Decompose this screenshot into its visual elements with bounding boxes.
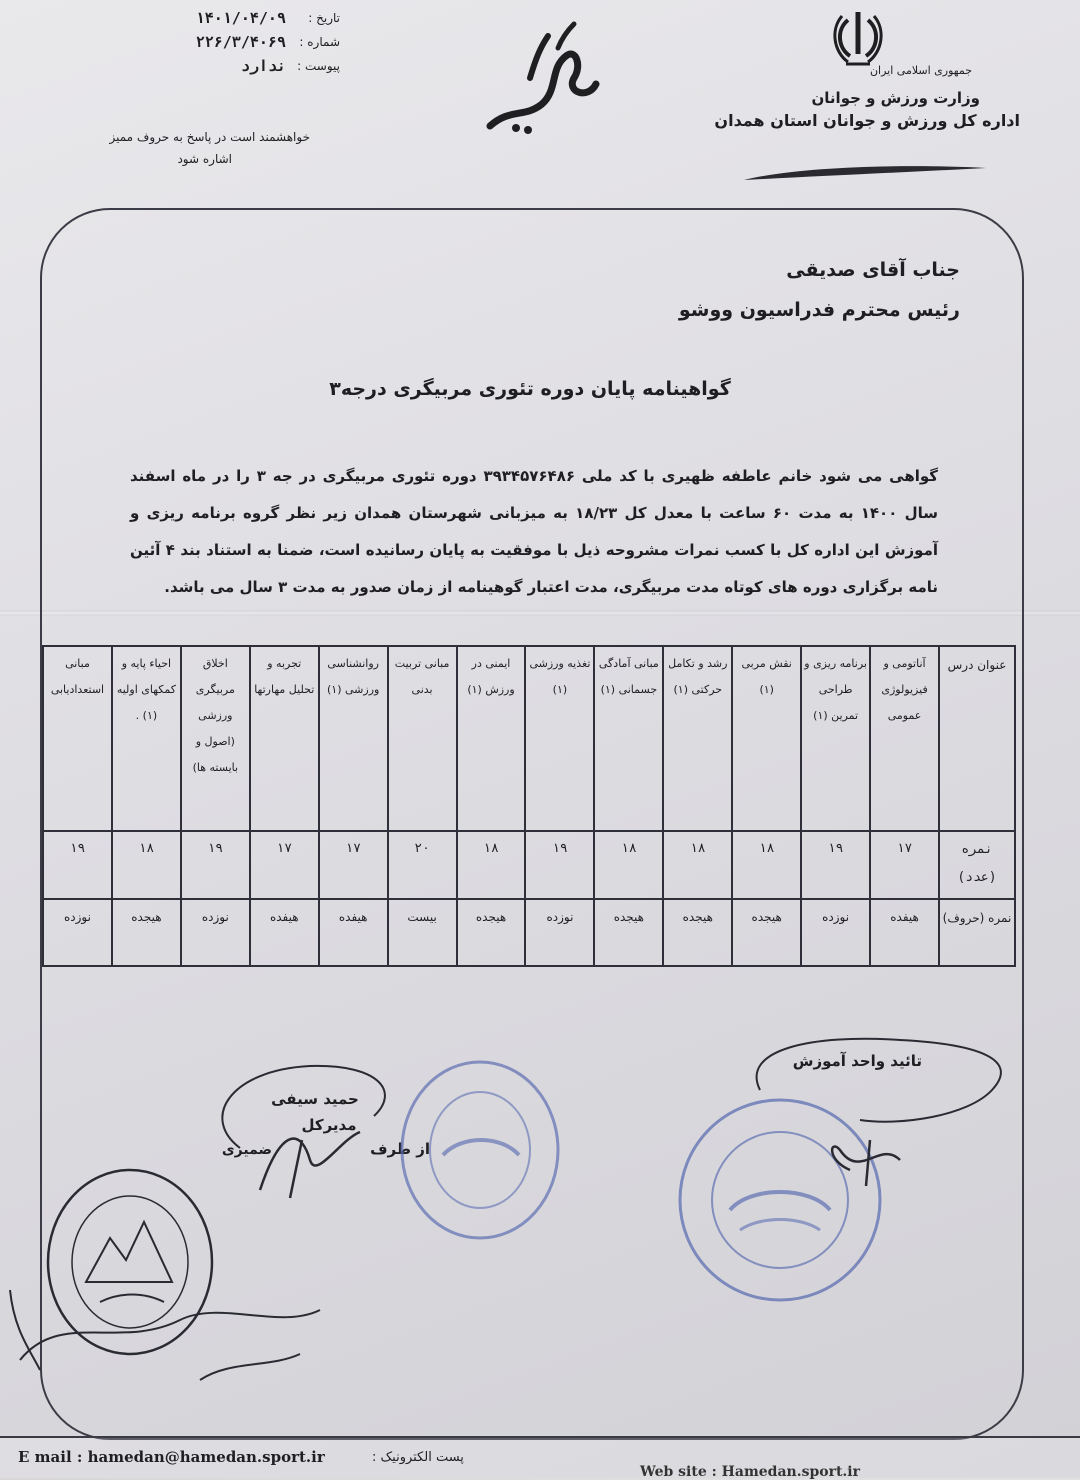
course-cell: احیاء پایه و کمکهای اولیه (۱) . [112,646,181,831]
course-cell: تجربه و تحلیل مهارتها [250,646,319,831]
course-cell: ایمنی در ورزش (۱) [457,646,526,831]
grade-word: هیجده [112,899,181,966]
course-cell: تغذیه ورزشی (۱) [525,646,594,831]
reply-instruction [100,126,310,170]
course-cell: رشد و تکامل حرکتی (۱) [663,646,732,831]
reply-note-line-2: اشاره شود [177,152,232,166]
grade-number: ۱۸ [663,831,732,898]
grade-number: ۱۹ [181,831,250,898]
grade-word: نوزده [525,899,594,966]
course-cell: آناتومی و فیزیولوژی عمومی [870,646,939,831]
grade-word: نوزده [801,899,870,966]
grade-word: هیجده [663,899,732,966]
on-behalf-label: از طرف [370,1140,430,1158]
bismillah-logo [470,8,610,148]
certificate-body: گواهی می شود خانم عاطفه ظهیری با کد ملی ۳۹۳۴۵۷۶۴۸۶ دوره تئوری مربیگری در جه ۳ را در ماه اسفند سال ۱۴۰۰ به مدت ۶۰ ساعت با معدل کل ۱۸/۲۳ به میزبانی شهرستان همدان زیر نظر گروه برنامه ریزی و آموزش این اداره کل با کسب نمرات مشروحه ذیل با موفقیت به پایان رسانیده است، ضمنا به استناد بند ۴ آئین نامه برگزاری دوره های کوتاه مدت مربیگری، مدت اعتبار گوهینامه از زمان صدور به مدت ۳ سال می باشد. [130,467,939,596]
office-stamp [670,1090,890,1310]
attachment-label: پیوست : [297,59,340,73]
date-value: ۱۴۰۱/۰۴/۰۹ [195,9,286,27]
course-cell: مبانی آمادگی جسمانی (۱) [594,646,663,831]
director-title: مدیرکل [301,1116,357,1134]
course-title-row [43,646,1015,831]
grade-number: ۱۷ [319,831,388,898]
federation-signature [0,1250,340,1390]
addressee-name: جناب آقای صدیقی [786,259,960,281]
grade-word: بیست [388,899,457,966]
row-header-words: نمره (حروف) [939,899,1015,966]
grades-table [42,645,1016,967]
course-cell: مبانی تربیت بدنی [388,646,457,831]
country-name: جمهوری اسلامی ایران [869,64,972,77]
word-grade-row [43,899,1015,966]
grade-number: ۱۹ [525,831,594,898]
grade-word: هیجده [732,899,801,966]
approval-scribble [820,1130,910,1190]
grade-word: نوزده [181,899,250,966]
letter-footer [0,1436,1080,1480]
attachment-row [160,54,340,78]
grade-word: هیفده [250,899,319,966]
website-address: Web site : Hamedan.sport.ir [640,1464,860,1480]
number-row [160,30,340,54]
approval-label: تائید واحد آموزش [792,1052,922,1070]
number-value: ۲۲۶/۳/۴۰۶۹ [195,33,286,51]
director-scribble [250,1120,370,1200]
grade-number: ۱۷ [250,831,319,898]
grade-number: ۲۰ [388,831,457,898]
row-header-numeric: نمره (عدد) [939,831,1015,898]
date-label: تاریخ : [308,11,340,25]
grade-number: ۱۸ [112,831,181,898]
numeric-grade-row [43,831,1015,898]
course-cell: مبانی استعدادیابی [43,646,112,831]
course-cell: نقش مربی (۱) [732,646,801,831]
grade-number: ۱۷ [870,831,939,898]
grade-word: نوزده [43,899,112,966]
grade-number: ۱۹ [801,831,870,898]
ministry-name: وزارت ورزش و جوانان [811,89,980,107]
grade-word: هیجده [594,899,663,966]
grade-number: ۱۸ [594,831,663,898]
email-address: E mail : hamedan@hamedan.sport.ir [18,1448,325,1466]
header-swash [740,160,990,184]
addressee-block [679,250,960,330]
office-name: اداره کل ورزش و جوانان استان همدان [714,111,1020,130]
letter-meta [160,6,340,78]
grade-number: ۱۸ [457,831,526,898]
grade-word: هیفده [870,899,939,966]
center-stamp [395,1055,565,1245]
iran-emblem-icon [832,8,884,68]
issuing-organization [710,64,1020,130]
grade-number: ۱۹ [43,831,112,898]
date-row [160,6,340,30]
grade-word: هیجده [457,899,526,966]
deputy-name: ضمیری [221,1142,272,1158]
certificate-title: گواهینامه پایان دوره تئوری مربیگری درجه۳ [329,378,731,400]
row-header-course: عنوان درس [939,646,1015,831]
course-cell: روانشناسی ورزشی (۱) [319,646,388,831]
attachment-value: ندارد [240,57,286,75]
addressee-title: رئیس محترم فدراسیون ووشو [678,299,960,321]
email-label: پست الکترونیک : [372,1450,464,1465]
course-cell: برنامه ریزی و طراحی تمرین (۱) [801,646,870,831]
grade-number: ۱۸ [732,831,801,898]
reply-note-line-1: خواهشمند است در پاسخ به حروف ممیز [109,130,310,144]
grade-word: هیفده [319,899,388,966]
course-cell: اخلاق مربیگری ورزشی (اصول و بایسته ها) [181,646,250,831]
director-name: حمید سیفی [271,1090,359,1108]
number-label: شماره : [299,35,340,49]
